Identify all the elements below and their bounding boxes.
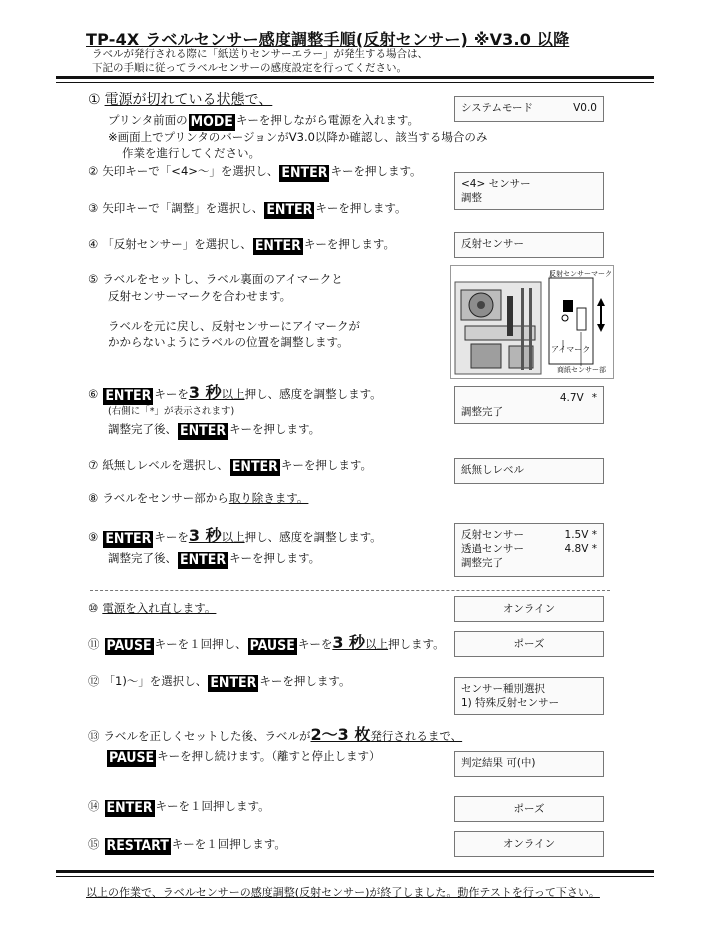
step-5-line-3: ラベルを元に戻し、反射センサーにアイマークが: [108, 319, 360, 333]
step-text: プリンタ前面の: [108, 113, 188, 127]
step-text: キーを押します。: [280, 458, 372, 472]
intro-line-1: ラベルが発行される際に「紙送りセンサーエラー」が発生する場合は、: [92, 48, 428, 60]
step-5-line-1: [88, 271, 343, 287]
step-text: キーを押します。: [303, 237, 395, 251]
step-5-line-4: かからないようにラベルの位置を調整します。: [108, 335, 349, 349]
display-panel-no-paper-level: [454, 458, 604, 484]
panel-text: 反射センサー: [461, 529, 524, 541]
enter-key: ENTER: [105, 531, 152, 547]
header-rule-thin: [56, 82, 654, 83]
step-text: ラベルをセンサー部から: [102, 491, 229, 505]
header-rule: [56, 76, 654, 79]
step-text: 以上: [221, 530, 245, 544]
enter-key: ENTER: [281, 165, 328, 181]
display-panel-pause-2: [454, 796, 604, 822]
step-text: 紙無しレベルを選択し、: [102, 458, 229, 472]
step-15: [88, 836, 286, 855]
pause-key: PAUSE: [249, 638, 295, 654]
step-number: ⑫: [88, 674, 100, 688]
step-6-note: (右側に「*」が表示されます): [108, 406, 235, 417]
display-panel-pause: [454, 631, 604, 657]
restart-key: RESTART: [106, 838, 169, 854]
step-2: [88, 163, 422, 182]
step-1-note-1: ※画面上でプリンタのバージョンがV3.0以降か確認し、該当する場合のみ: [108, 130, 488, 144]
step-text: 「1)～」を選択し、: [103, 674, 208, 688]
step-number: ⑥: [88, 387, 99, 401]
display-panel-reflective: [454, 232, 604, 258]
step-text: キーを: [154, 530, 189, 544]
display-panel-system-mode: [454, 96, 604, 122]
step-6-line-3: [108, 421, 320, 440]
step-text: キーを１回押します。: [155, 799, 270, 813]
enter-key: ENTER: [254, 238, 301, 254]
panel-text: ポーズ: [513, 638, 545, 650]
step-1-line-1: [88, 92, 272, 108]
panel-text: オンライン: [502, 603, 556, 615]
step-number: ⑭: [88, 799, 100, 813]
emphasis-duration: 3 秒: [188, 383, 222, 402]
mode-key: MODE: [190, 114, 233, 130]
step-text: キーを: [297, 637, 333, 651]
pause-key: PAUSE: [106, 638, 152, 654]
step-text: 押し、感度を調整します。: [244, 387, 382, 401]
step-1-note-2: 作業を進行してください。: [122, 146, 260, 160]
enter-key: ENTER: [180, 552, 227, 568]
step-number: ④: [88, 237, 99, 251]
step-11: [88, 635, 445, 655]
footer-rule: [56, 870, 654, 873]
step-text: 矢印キーで「調整」を選択し、: [102, 201, 264, 215]
panel-text: V0.0: [573, 102, 597, 114]
step-text: キーを押します。: [229, 551, 321, 565]
step-text: キーを押します。: [330, 164, 422, 178]
panel-text: 調整完了: [461, 557, 503, 569]
step-number: ⑪: [88, 637, 100, 651]
diagram-label-sensor-unit: 商紙センサー部: [557, 366, 606, 374]
printer-sensor-diagram: [451, 266, 613, 378]
step-text: 矢印キーで「<4>～」を選択し、: [102, 164, 279, 178]
enter-key: ENTER: [106, 800, 153, 816]
step-3: [88, 200, 406, 219]
step-text: 電源を入れ直します。: [102, 601, 217, 615]
step-text: 電源が切れている状態で、: [104, 92, 273, 108]
step-9-line-2: [108, 550, 320, 569]
panel-text: <4> センサー: [461, 178, 531, 190]
page-title: TP-4X ラベルセンサー感度調整手順(反射センサー) ※V3.0 以降: [86, 30, 570, 49]
panel-text: 調整: [461, 192, 482, 204]
panel-text: 4.8V: [564, 543, 589, 555]
panel-text: *: [591, 543, 597, 555]
emphasis-count: 2～3 枚: [310, 725, 371, 744]
step-number: ②: [88, 164, 99, 178]
section-divider: [90, 590, 610, 591]
step-text: ラベルをセットし、ラベル裏面のアイマークと: [102, 272, 343, 286]
step-text: キーを押します。: [315, 201, 407, 215]
display-panel-judgement: [454, 751, 604, 777]
step-13-line-2: [106, 748, 381, 767]
pause-key: PAUSE: [109, 750, 155, 766]
panel-text: 紙無しレベル: [461, 464, 524, 476]
display-panel-online: [454, 596, 604, 622]
panel-text: 4.7V: [559, 392, 584, 404]
step-8: [88, 490, 308, 506]
panel-text: 反射センサー: [461, 238, 524, 250]
diagram-label-eye-mark: アイマーク: [551, 345, 591, 354]
step-text: 取り除きます。: [228, 491, 309, 505]
panel-text: 判定結果 可(中): [461, 757, 536, 769]
step-text: キーを: [154, 387, 189, 401]
enter-key: ENTER: [231, 459, 278, 475]
panel-text: システムモード: [461, 102, 534, 114]
step-text: 発行されるまで、: [370, 729, 463, 743]
step-text: キーを押しながら電源を入れます。: [235, 113, 419, 127]
sensor-illustration: [450, 265, 614, 379]
step-text: キーを押します。: [229, 422, 321, 436]
step-number: ③: [88, 201, 99, 215]
step-text: 以上: [365, 637, 389, 651]
step-number: ⑬: [88, 729, 100, 743]
enter-key: ENTER: [180, 423, 227, 439]
enter-key: ENTER: [105, 388, 152, 404]
step-number: ⑨: [88, 530, 99, 544]
display-panel-adjust-done: [454, 386, 604, 424]
step-text: キーを押します。: [259, 674, 351, 688]
step-12: [88, 673, 350, 692]
step-10: [88, 600, 216, 616]
intro-line-2: 下記の手順に従ってラベルセンサーの感度設定を行ってください。: [92, 62, 407, 74]
step-4: [88, 236, 395, 255]
step-number: ⑦: [88, 458, 99, 472]
footer-note: 以上の作業で、ラベルセンサーの感度調整(反射センサー)が終了しました。動作テストを行って下さい。: [86, 886, 600, 899]
panel-text: オンライン: [502, 838, 556, 850]
step-7: [88, 457, 372, 476]
enter-key: ENTER: [210, 675, 257, 691]
enter-key: ENTER: [266, 202, 313, 218]
panel-text: ポーズ: [513, 803, 545, 815]
step-number: ⑤: [88, 272, 99, 286]
footer-rule-thin: [56, 876, 654, 877]
step-14: [88, 798, 270, 817]
panel-text: 透過センサー: [461, 543, 524, 555]
step-text: 以上: [221, 387, 245, 401]
step-number: ⑧: [88, 491, 99, 505]
diagram-label-sensor-mark: 反射センサーマーク: [549, 270, 612, 278]
step-number: ⑮: [88, 837, 100, 851]
step-text: キーを１回押し、: [154, 637, 247, 651]
step-13-line-1: [88, 727, 462, 744]
display-panel-sensor-values: [454, 523, 604, 577]
step-text: ラベルを正しくセットした後、ラベルが: [103, 729, 311, 743]
step-text: キーを１回押します。: [171, 837, 286, 851]
step-5-line-2: 反射センサーマークを合わせます。: [108, 289, 292, 303]
step-6-line-1: [88, 385, 382, 405]
step-text: 調整完了後、: [108, 551, 177, 565]
emphasis-duration: 3 秒: [188, 526, 222, 545]
panel-text: 調整完了: [461, 406, 503, 418]
panel-text: 1.5V: [564, 529, 589, 541]
panel-text: *: [591, 529, 597, 541]
step-9-line-1: [88, 528, 382, 548]
step-text: 「反射センサー」を選択し、: [102, 237, 252, 251]
step-text: 調整完了後、: [108, 422, 177, 436]
step-number: ⑩: [88, 601, 99, 615]
step-text: キーを押し続けます。（離すと停止します）: [157, 749, 381, 763]
step-text: 押し、感度を調整します。: [244, 530, 382, 544]
display-panel-sensor: [454, 172, 604, 210]
panel-text: センサー種別選択: [461, 683, 545, 695]
emphasis-duration: 3 秒: [332, 633, 366, 652]
step-number: ①: [88, 92, 101, 108]
step-text: 押します。: [388, 637, 445, 651]
display-panel-online-2: [454, 831, 604, 857]
display-panel-sensor-type: [454, 677, 604, 715]
panel-text: *: [591, 392, 597, 404]
panel-text: 1) 特殊反射センサー: [461, 697, 560, 709]
